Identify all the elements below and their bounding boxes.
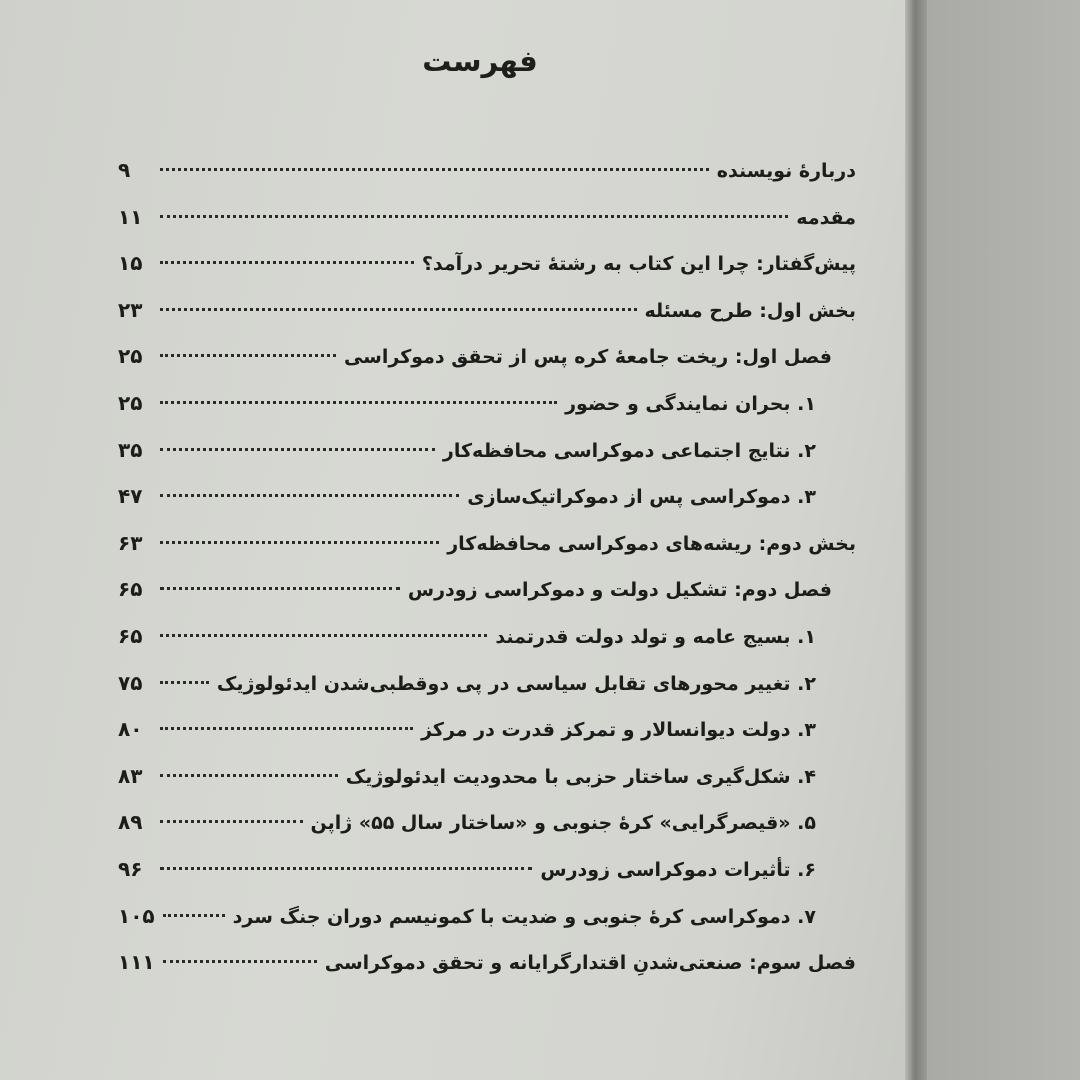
- toc-entry: [118, 893, 856, 940]
- toc-entry-title: ۳. دموکراسی پس از دموکراتیک‌سازی: [467, 486, 816, 509]
- toc-entry: [118, 613, 856, 660]
- toc-entry-title: فصل اول: ریخت جامعهٔ کره پس از تحقق دموکراسی: [343, 346, 832, 369]
- toc-entry-page: ۷۵: [118, 670, 143, 695]
- toc-entry-page: ۸۰: [118, 717, 143, 742]
- toc-leader-dots: [160, 308, 637, 311]
- toc-leader-dots: [163, 914, 225, 917]
- toc-entry: [118, 939, 856, 986]
- toc-entry-title: ۷. دموکراسی کرهٔ جنوبی و ضدیت با کمونیسم دوران جنگ سرد: [232, 905, 816, 928]
- toc-entry-page: ۱۱: [118, 204, 143, 229]
- toc-entry-title: ۲. نتایج اجتماعی دموکراسی محافظه‌کار: [442, 439, 816, 462]
- toc-leader-dots: [160, 867, 532, 870]
- toc-entry-page: ۲۵: [118, 390, 143, 415]
- toc-entry-title: ۴. شکل‌گیری ساختار حزبی با محدودیت ایدئولوژیک: [345, 765, 816, 788]
- toc-leader-dots: [160, 634, 487, 637]
- toc-entry-title: ۶. تأثیرات دموکراسی زودرس: [540, 858, 816, 881]
- toc-entry-page: ۹: [118, 158, 131, 182]
- toc-leader-dots: [160, 261, 414, 264]
- toc-entry-title: پیش‌گفتار: چرا این کتاب به رشتهٔ تحریر درآمد؟: [421, 253, 856, 276]
- adjacent-page: [927, 0, 1080, 1080]
- toc-entry: [118, 473, 856, 520]
- toc-entry-page: ۶۳: [118, 530, 143, 555]
- toc-leader-dots: [160, 587, 400, 590]
- toc-entry: [118, 287, 856, 334]
- toc-leader-dots: [160, 681, 209, 684]
- toc-entry-title: ۱. بسیج عامه و تولد دولت قدرتمند: [495, 625, 816, 648]
- page-title: فهرست: [422, 44, 538, 78]
- toc-entry-page: ۸۹: [118, 810, 143, 835]
- toc-entry-page: ۸۳: [118, 763, 143, 788]
- toc-entry: [118, 706, 856, 753]
- toc-entry-page: ۹۶: [118, 856, 143, 881]
- toc-entry-page: ۴۷: [118, 484, 143, 509]
- toc-entry-title: ۳. دولت دیوانسالار و تمرکز قدرت در مرکز: [421, 719, 816, 742]
- toc-entry-title: دربارهٔ نویسنده: [716, 160, 856, 182]
- toc-entry-page: ۶۵: [118, 577, 143, 602]
- table-of-contents: [118, 147, 856, 986]
- toc-entry: [118, 520, 856, 567]
- toc-entry: [118, 333, 856, 380]
- toc-leader-dots: [160, 215, 788, 218]
- toc-entry-page: ۱۱۱: [118, 950, 155, 975]
- toc-entry-title: ۵. «قیصرگرایی» کرهٔ جنوبی و «ساختار سال ۵۵» ژاپن: [310, 812, 816, 835]
- toc-entry-page: ۳۵: [118, 437, 143, 462]
- toc-entry-page: ۲۵: [118, 344, 143, 369]
- toc-entry: [118, 566, 856, 613]
- book-spine-edge: [905, 0, 927, 1080]
- toc-entry-page: ۱۰۵: [118, 903, 155, 928]
- toc-entry: [118, 240, 856, 287]
- toc-entry-page: ۱۵: [118, 251, 143, 276]
- toc-entry: [118, 660, 856, 707]
- toc-leader-dots: [160, 168, 709, 171]
- toc-entry-title: ۱. بحران نمایندگی و حضور: [565, 392, 816, 415]
- toc-entry: [118, 380, 856, 427]
- toc-entry-title: ۲. تغییر محورهای تقابل سیاسی در پی دوقطبی‌شدن ایدئولوژیک: [216, 672, 816, 695]
- toc-leader-dots: [163, 960, 317, 963]
- toc-leader-dots: [160, 494, 459, 497]
- toc-entry: [118, 753, 856, 800]
- toc-leader-dots: [160, 448, 435, 451]
- toc-leader-dots: [160, 727, 413, 730]
- toc-leader-dots: [160, 541, 439, 544]
- toc-leader-dots: [160, 820, 303, 823]
- toc-entry: [118, 799, 856, 846]
- toc-entry: [118, 427, 856, 474]
- toc-entry: [118, 194, 856, 241]
- toc-leader-dots: [160, 354, 336, 357]
- toc-entry-page: ۲۳: [118, 297, 143, 322]
- toc-entry-title: بخش اول: طرح مسئله: [644, 299, 856, 322]
- toc-entry: [118, 147, 856, 194]
- toc-leader-dots: [160, 401, 557, 404]
- toc-entry-title: فصل دوم: تشکیل دولت و دموکراسی زودرس: [407, 579, 832, 602]
- toc-entry: [118, 846, 856, 893]
- toc-entry-title: فصل سوم: صنعتی‌شدنِ اقتدارگرایانه و تحقق دموکراسی: [324, 952, 856, 975]
- toc-entry-title: بخش دوم: ریشه‌های دموکراسی محافظه‌کار: [447, 532, 856, 555]
- toc-entry-title: مقدمه: [796, 206, 856, 229]
- toc-entry-page: ۶۵: [118, 623, 143, 648]
- toc-leader-dots: [160, 774, 338, 777]
